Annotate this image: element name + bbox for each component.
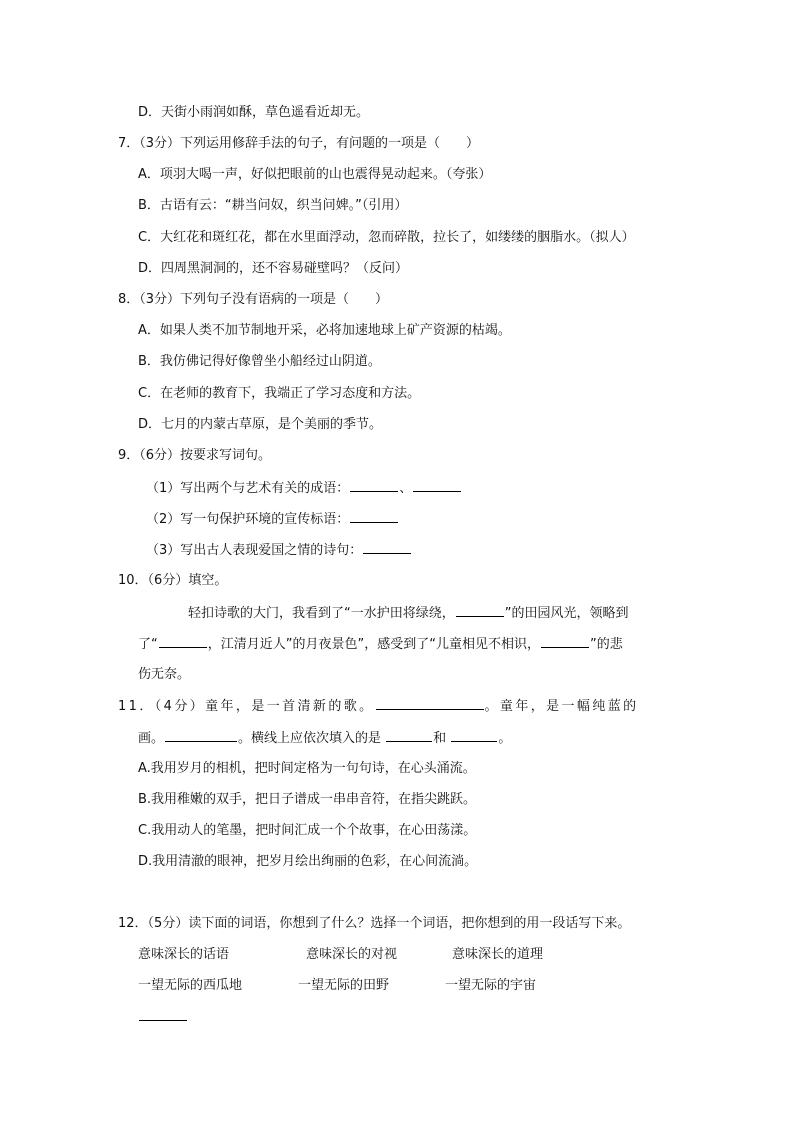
answer-blank[interactable] <box>159 635 207 648</box>
q8-stem: 8．（3分）下列句子没有语病的一项是（ ） <box>118 292 389 307</box>
q12-answer <box>138 1008 188 1027</box>
q7-option-c: C．大红花和斑红花，都在水里面浮动，忽而碎散，拉长了，如缕缕的胭脂水。（拟人） <box>138 230 635 245</box>
q9-sub3-label: （3）写出古人表现爱国之情的诗句： <box>146 543 363 558</box>
q9-sub2-label: （2）写一句保护环境的宣传标语： <box>146 512 350 527</box>
q11-option-d: D.我用清澈的眼神，把岁月绘出绚丽的色彩，在心间流淌。 <box>138 854 478 869</box>
q10-para-line2 <box>138 635 623 654</box>
q8-option-d: D．七月的内蒙古草原，是个美丽的季节。 <box>138 417 383 432</box>
q7-option-a: A．项羽大喝一声，好似把眼前的山也震得晃动起来。（夸张） <box>138 167 492 182</box>
answer-blank[interactable] <box>363 541 411 554</box>
q10-text: 轻扣诗歌的大门，我看到了“一水护田将绿绕， <box>188 606 455 621</box>
q11-text: 和 <box>433 731 447 746</box>
answer-blank[interactable] <box>165 729 237 742</box>
answer-blank[interactable] <box>139 1008 187 1021</box>
q12-word: 一望无际的田野 <box>298 978 390 993</box>
q11-option-b: B.我用稚嫩的双手，把日子谱成一串串音符，在指尖跳跃。 <box>138 792 477 807</box>
q11-option-a: A.我用岁月的相机，把时间定格为一句句诗，在心头涌流。 <box>138 761 476 776</box>
q12-word: 意味深长的话语 <box>138 947 230 962</box>
q10-text: 了“ <box>138 637 158 652</box>
answer-blank[interactable] <box>541 635 589 648</box>
q7-stem: 7．（3分）下列运用修辞手法的句子，有问题的一项是（ ） <box>118 136 480 151</box>
q8-option-a: A．如果人类不加节制地开采，必将加速地球上矿产资源的枯竭。 <box>138 323 511 338</box>
q11-text: 11．（4分）童年，是一首清新的歌。 <box>118 699 375 714</box>
q11-text: 。童年，是一幅纯蓝的 <box>484 699 639 714</box>
q12-word: 意味深长的道理 <box>452 947 544 962</box>
answer-blank[interactable] <box>386 729 432 742</box>
q12-word: 一望无际的西瓜地 <box>138 978 243 993</box>
q11-text: 。横线上应依次填入的是 <box>238 731 382 746</box>
q8-option-c: C．在老师的教育下，我端正了学习态度和方法。 <box>138 386 421 401</box>
q12-word: 意味深长的对视 <box>306 947 398 962</box>
q6-option-d: D．天街小雨润如酥，草色遥看近却无。 <box>138 105 370 120</box>
q9-sub3 <box>146 541 412 560</box>
answer-blank[interactable] <box>376 697 484 710</box>
answer-blank[interactable] <box>451 729 497 742</box>
q9-sub1 <box>146 479 462 498</box>
q7-option-d: D．四周黑洞洞的，还不容易碰壁吗？（反问） <box>138 261 409 276</box>
q10-text: ”的悲 <box>589 637 623 652</box>
q9-sub1-label: （1）写出两个与艺术有关的成语： <box>146 481 350 496</box>
answer-blank[interactable] <box>413 479 461 492</box>
q9-sub2 <box>146 510 399 529</box>
q11-stem-line1 <box>118 697 639 716</box>
q11-text: 画。 <box>138 731 165 746</box>
q12-stem: 12．（5分）读下面的词语，你想到了什么？选择一个词语，把你想到的用一段话写下来。 <box>118 916 631 931</box>
q12-word: 一望无际的宇宙 <box>445 978 537 993</box>
q11-text: 。 <box>498 731 512 746</box>
q11-option-c: C.我用动人的笔墨，把时间汇成一个个故事，在心田荡漾。 <box>138 823 477 838</box>
q7-option-b: B．古语有云：“耕当问奴，织当问婢。”（引用） <box>138 198 408 213</box>
q8-option-b: B．我仿佛记得好像曾坐小船经过山阴道。 <box>138 354 381 369</box>
q10-para-line1 <box>188 604 629 623</box>
q11-stem-line2 <box>138 729 511 748</box>
q9-stem: 9．（6分）按要求写词句。 <box>118 448 272 463</box>
q9-sub1-separator: 、 <box>399 481 413 496</box>
q10-stem: 10．（6分）填空。 <box>118 573 228 588</box>
q10-text: ”的田园风光，领略到 <box>504 606 629 621</box>
answer-blank[interactable] <box>456 604 504 617</box>
q10-text: ，江清月近人”的月夜景色”，感受到了“儿童相见不相识， <box>207 637 540 652</box>
answer-blank[interactable] <box>350 479 398 492</box>
q10-para-line3: 伤无奈。 <box>138 667 191 682</box>
answer-blank[interactable] <box>350 510 398 523</box>
